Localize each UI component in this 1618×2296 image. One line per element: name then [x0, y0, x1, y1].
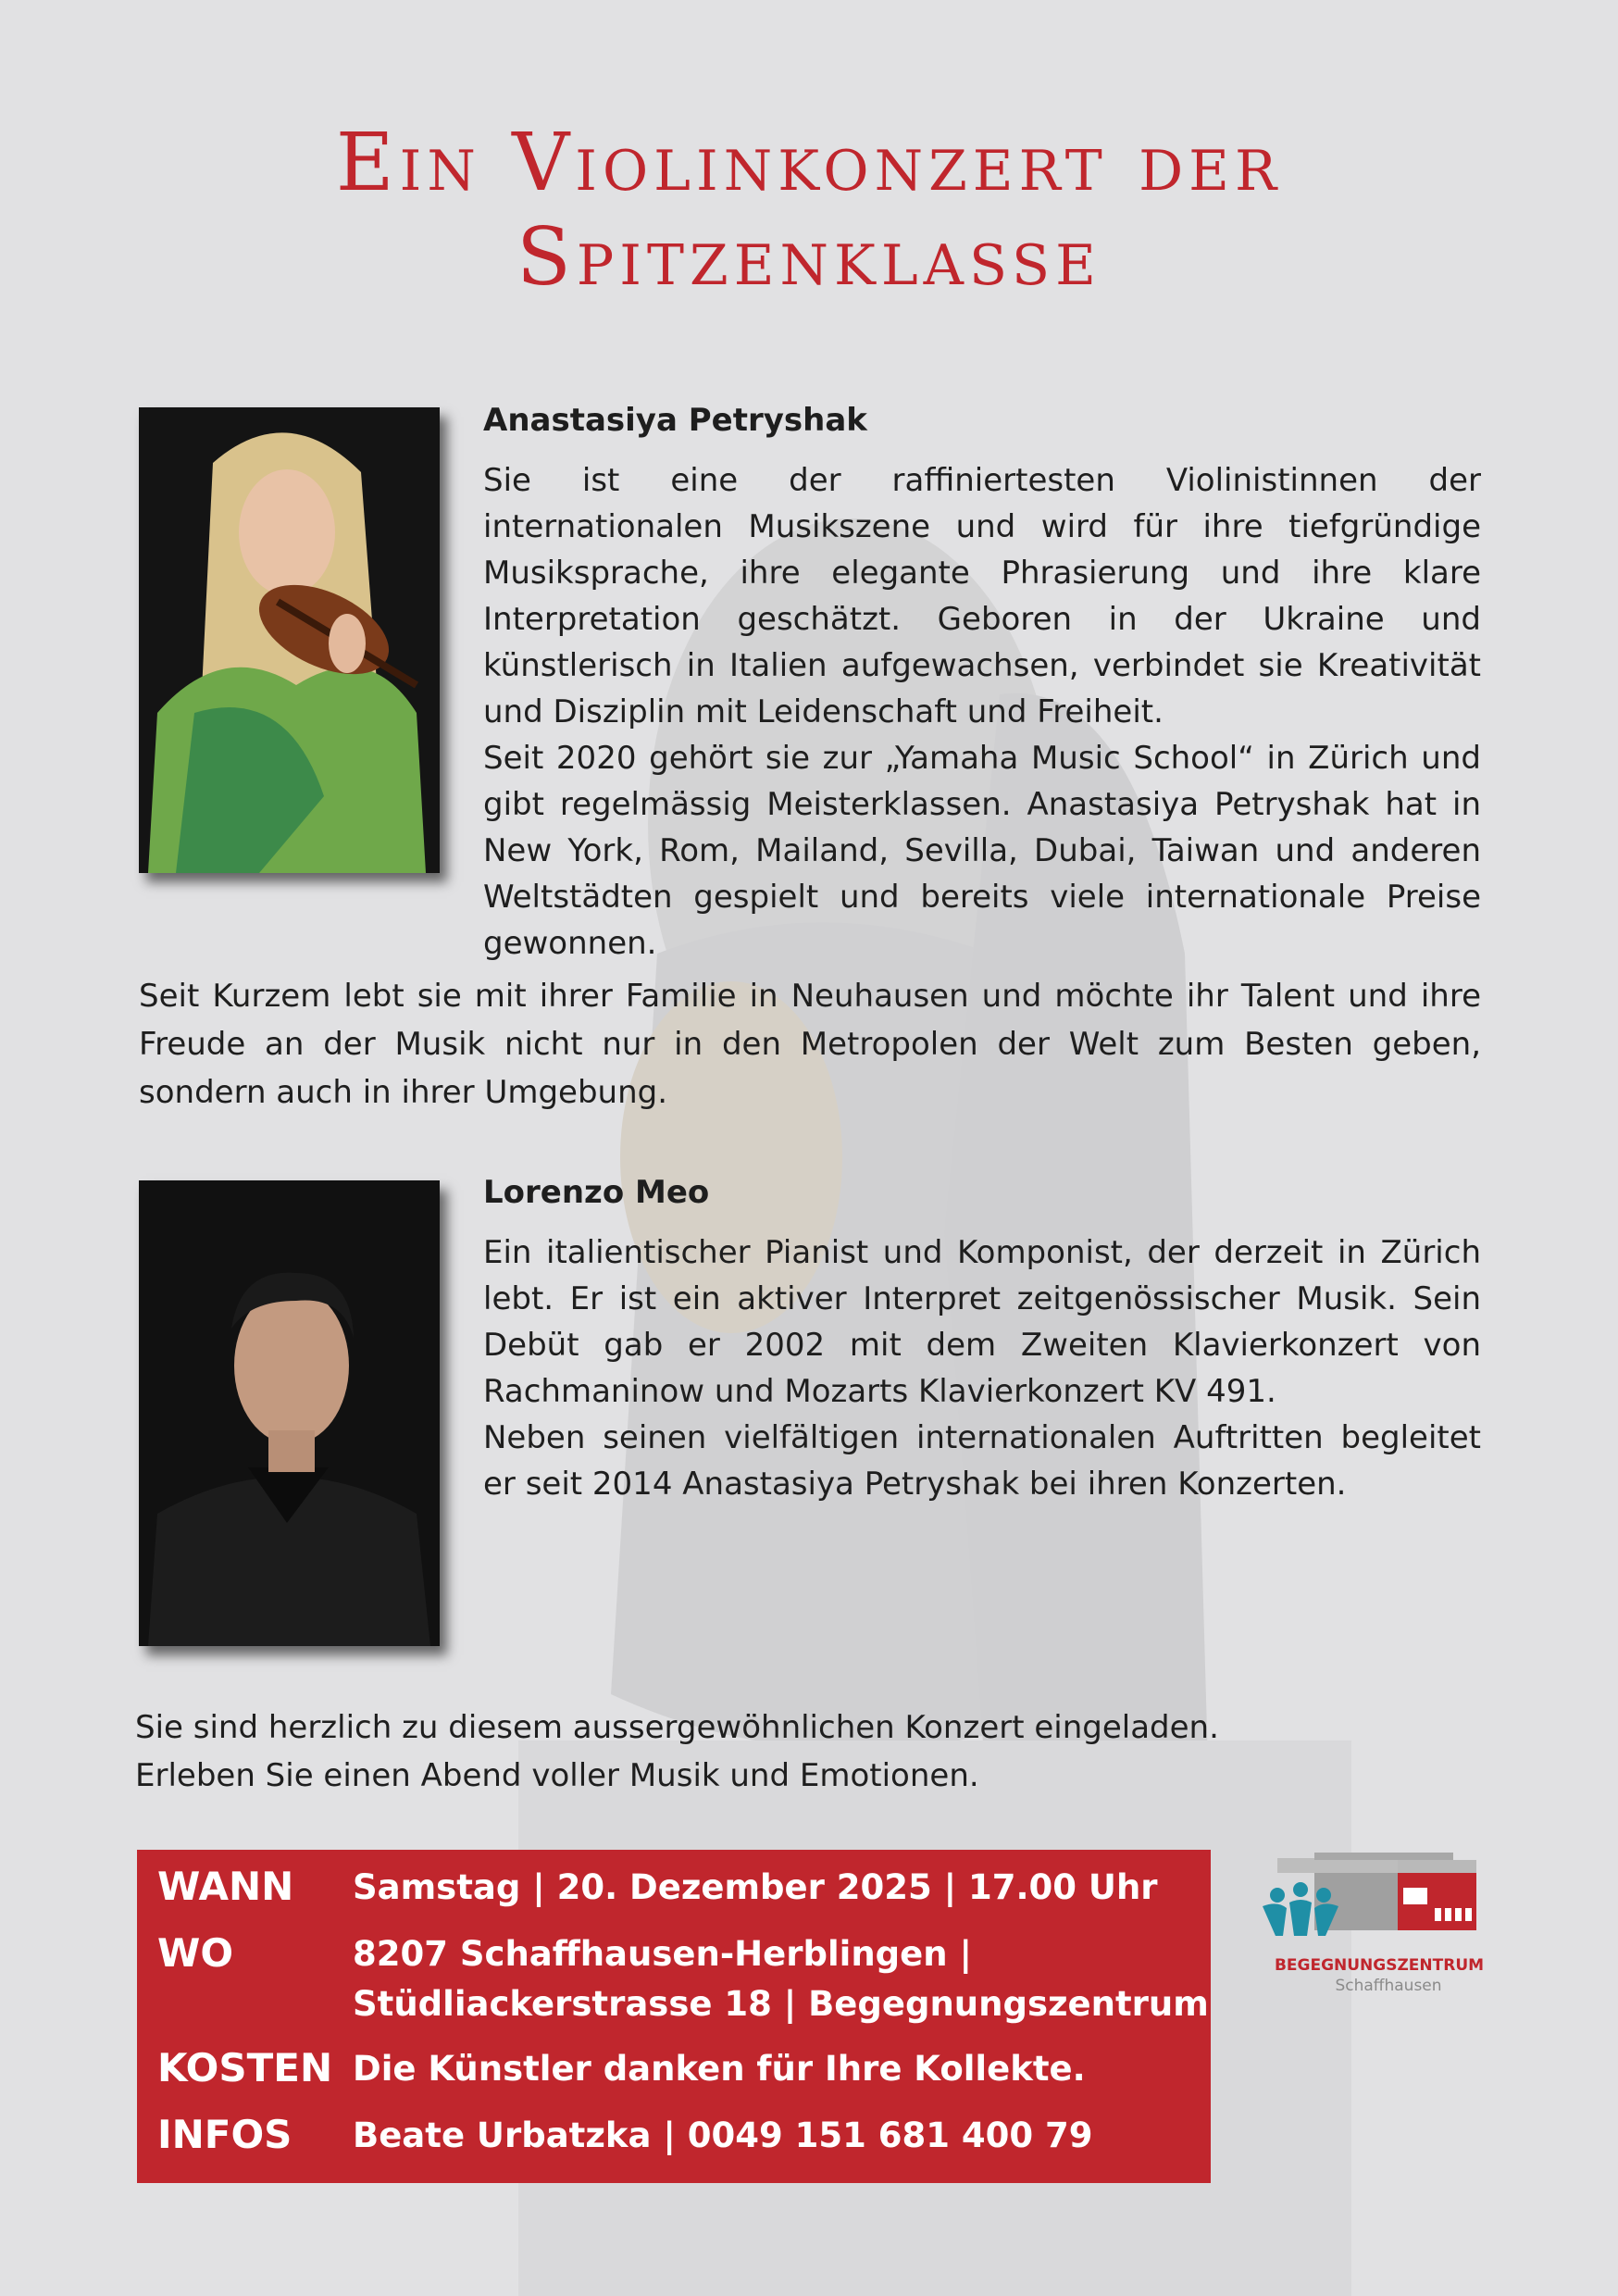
artist-description-paragraph: Neben seinen vielfältigen internationalen Auftritten begleitet er seit 2014 Anastasiya Petryshak bei ihren Konzerten. — [483, 1419, 1481, 1503]
residence-text: Seit Kurzem lebt sie mit ihrer Familie in Neuhausen und möchte ihr Talent und ihre Freude an der Musik nicht nur in den Metropolen der Welt zum Besten geben, sondern auch in ihrer Umgebung. — [139, 978, 1481, 1111]
info-value: Beate Urbatzka | 0049 151 681 400 79 — [353, 2115, 1093, 2155]
artist-description-paragraph: Seit 2020 gehört sie zur „Yamaha Music School“ in Zürich und gibt regelmässig Meisterklassen. Anastasiya Petryshak hat in New York, Rom, Mailand, Sevilla, Dubai, Taiwan und anderen Weltstädten gespielt und bereits viele internationale Preise gewonnen. — [483, 740, 1481, 962]
info-label: WO — [157, 1930, 234, 1976]
event-info-box — [137, 1850, 1211, 2183]
info-label: KOSTEN — [157, 2045, 333, 2090]
info-label: INFOS — [157, 2112, 292, 2157]
info-value: 8207 Schaffhausen-Herblingen | — [353, 1934, 972, 1974]
info-value-block — [353, 1929, 1209, 2029]
invitation-line: Sie sind herzlich zu diesem aussergewöhnlichen Konzert eingeladen. — [135, 1709, 1219, 1746]
artist-description-paragraph: Sie ist eine der raffiniertesten Violinistinnen der internationalen Musikszene und wird für ihre tiefgründige Musiksprache, ihre elegante Phrasierung und ihre klare Interpretation geschätzt. Geboren in der Ukraine und künstlerisch in Italien aufgewachsen, verbindet sie Kreativität und Disziplin mit Leidenschaft und Freiheit. — [483, 462, 1481, 730]
info-value: Samstag | 20. Dezember 2025 | 17.00 Uhr — [353, 1867, 1158, 1907]
page-title — [0, 116, 1618, 305]
info-value: Stüdliackerstrasse 18 | Begegnungszentrum — [353, 1984, 1209, 2024]
artist-bio-lorenzo — [483, 1168, 1481, 1507]
info-row-where — [137, 1929, 1209, 2029]
logo-city: Schaffhausen — [1335, 1977, 1442, 1995]
artist-bio-anastasiya — [483, 396, 1481, 967]
info-value: Die Künstler danken für Ihre Kollekte. — [353, 2049, 1086, 2089]
artist-name: Lorenzo Meo — [483, 1174, 710, 1211]
invitation-line: Erleben Sie einen Abend voller Musik und Emotionen. — [135, 1757, 979, 1794]
info-label: WANN — [157, 1864, 294, 1909]
three-people-building-icon — [1250, 1847, 1490, 1958]
title-line-1: Ein Violinkonzert der — [335, 117, 1283, 209]
artist-photo-anastasiya — [139, 407, 440, 873]
title-line-2: Spitzenklasse — [517, 211, 1101, 304]
artist-description-paragraph: Ein italientischer Pianist und Komponist, der derzeit in Zürich lebt. Er ist ein aktiver Interpret zeitgenössischer Musik. Sein Debüt gab er 2002 mit dem Zweiten Klavierkonzert von Rachmaninow und Mozarts Klavierkonzert KV 491. — [483, 1234, 1481, 1410]
artist-description — [483, 457, 1481, 967]
info-row-cost — [137, 2044, 1086, 2094]
artist-photo-lorenzo — [139, 1180, 440, 1646]
info-row-when — [137, 1863, 1158, 1913]
info-row-contact — [137, 2111, 1092, 2161]
invitation-paragraph — [135, 1703, 1477, 1800]
artist-description — [483, 1229, 1481, 1507]
begegnungszentrum-logo — [1250, 1847, 1490, 2004]
logo-name: BEGEGNUNGSZENTRUM — [1274, 1956, 1485, 1975]
residence-paragraph — [139, 972, 1481, 1117]
artist-name: Anastasiya Petryshak — [483, 402, 867, 439]
